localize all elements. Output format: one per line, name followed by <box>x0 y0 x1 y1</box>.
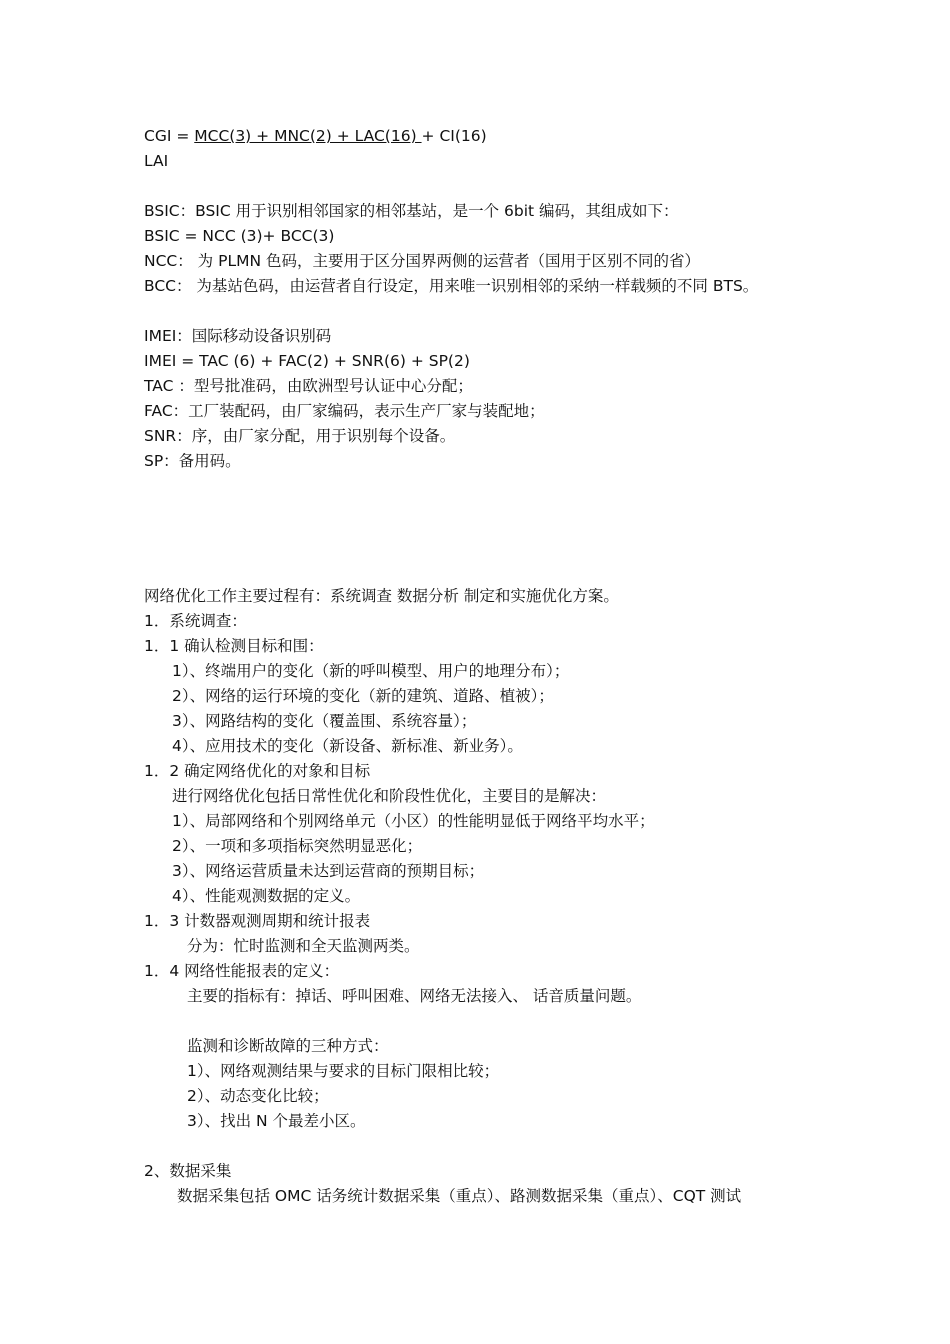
section-1-2-intro: 进行网络优化包括日常性优化和阶段性优化，主要目的是解决： <box>172 787 607 805</box>
cgi-suffix: + CI(16) <box>421 127 487 145</box>
list-item: 2）、动态变化比较； <box>187 1087 329 1105</box>
section-1-4-heading: 1．4 网络性能报表的定义： <box>144 962 340 980</box>
section-1-2-heading: 1．2 确定网络优化的对象和目标 <box>144 762 371 780</box>
imei-formula: IMEI = TAC (6) + FAC(2) + SNR(6) + SP(2) <box>144 352 470 370</box>
cgi-underlined-part: MCC(3) + MNC(2) + LAC(16) <box>194 127 422 145</box>
fac-definition: FAC：工厂装配码，由厂家编码，表示生产厂家与装配地； <box>144 402 545 420</box>
spacer <box>144 474 824 584</box>
section-1-3-text: 分为：忙时监测和全天监测两类。 <box>187 937 420 955</box>
section-2-heading: 2、数据采集 <box>144 1162 232 1180</box>
list-item: 1）、网络观测结果与要求的目标门限相比较； <box>187 1062 500 1080</box>
cgi-formula <box>144 124 824 149</box>
section-1-1-heading: 1．1 确认检测目标和围： <box>144 637 324 655</box>
section-2-text: 数据采集包括 OMC 话务统计数据采集（重点）、路测数据采集（重点）、CQT 测试 <box>177 1187 742 1205</box>
list-item: 3）、网络运营质量未达到运营商的预期目标； <box>172 862 485 880</box>
section-1-4-text: 主要的指标有：掉话、呼叫困难、网络无法接入、 话音质量问题。 <box>187 987 642 1005</box>
document-page <box>144 124 824 1209</box>
methods-title: 监测和诊断故障的三种方式： <box>187 1037 389 1055</box>
tac-definition: TAC ：型号批准码，由欧洲型号认证中心分配； <box>144 377 473 395</box>
spacer <box>144 174 824 199</box>
lai-label: LAI <box>144 152 169 170</box>
list-item: 3）、找出 N 个最差小区。 <box>187 1112 366 1130</box>
ncc-definition: NCC： 为 PLMN 色码，主要用于区分国界两侧的运营者（国用于区别不同的省） <box>144 252 700 270</box>
list-item: 1）、终端用户的变化（新的呼叫模型、用户的地理分布）； <box>172 662 570 680</box>
imei-title: IMEI：国际移动设备识别码 <box>144 327 332 345</box>
list-item: 2）、网络的运行环境的变化（新的建筑、道路、植被）； <box>172 687 554 705</box>
bsic-formula: BSIC = NCC (3)+ BCC(3) <box>144 227 335 245</box>
section-1-3-heading: 1．3 计数器观测周期和统计报表 <box>144 912 371 930</box>
spacer <box>144 1134 824 1159</box>
spacer <box>144 1009 824 1034</box>
list-item: 3）、网路结构的变化（覆盖围、系统容量）； <box>172 712 477 730</box>
list-item: 2）、一项和多项指标突然明显恶化； <box>172 837 423 855</box>
list-item: 4）、性能观测数据的定义。 <box>172 887 361 905</box>
sp-definition: SP：备用码。 <box>144 452 241 470</box>
bsic-intro: BSIC：BSIC 用于识别相邻国家的相邻基站，是一个 6bit 编码，其组成如下： <box>144 202 679 220</box>
spacer <box>144 299 824 324</box>
optimization-intro: 网络优化工作主要过程有：系统调查 数据分析 制定和实施优化方案。 <box>144 587 619 605</box>
bcc-definition: BCC： 为基站色码，由运营者自行设定，用来唯一识别相邻的采纳一样载频的不同 BTS。 <box>144 277 759 295</box>
cgi-prefix: CGI = <box>144 127 195 145</box>
snr-definition: SNR：序，由厂家分配，用于识别每个设备。 <box>144 427 456 445</box>
section-1-heading: 1．系统调查： <box>144 612 247 630</box>
list-item: 4）、应用技术的变化（新设备、新标准、新业务）。 <box>172 737 523 755</box>
list-item: 1）、局部网络和个别网络单元（小区）的性能明显低于网络平均水平； <box>172 812 655 830</box>
